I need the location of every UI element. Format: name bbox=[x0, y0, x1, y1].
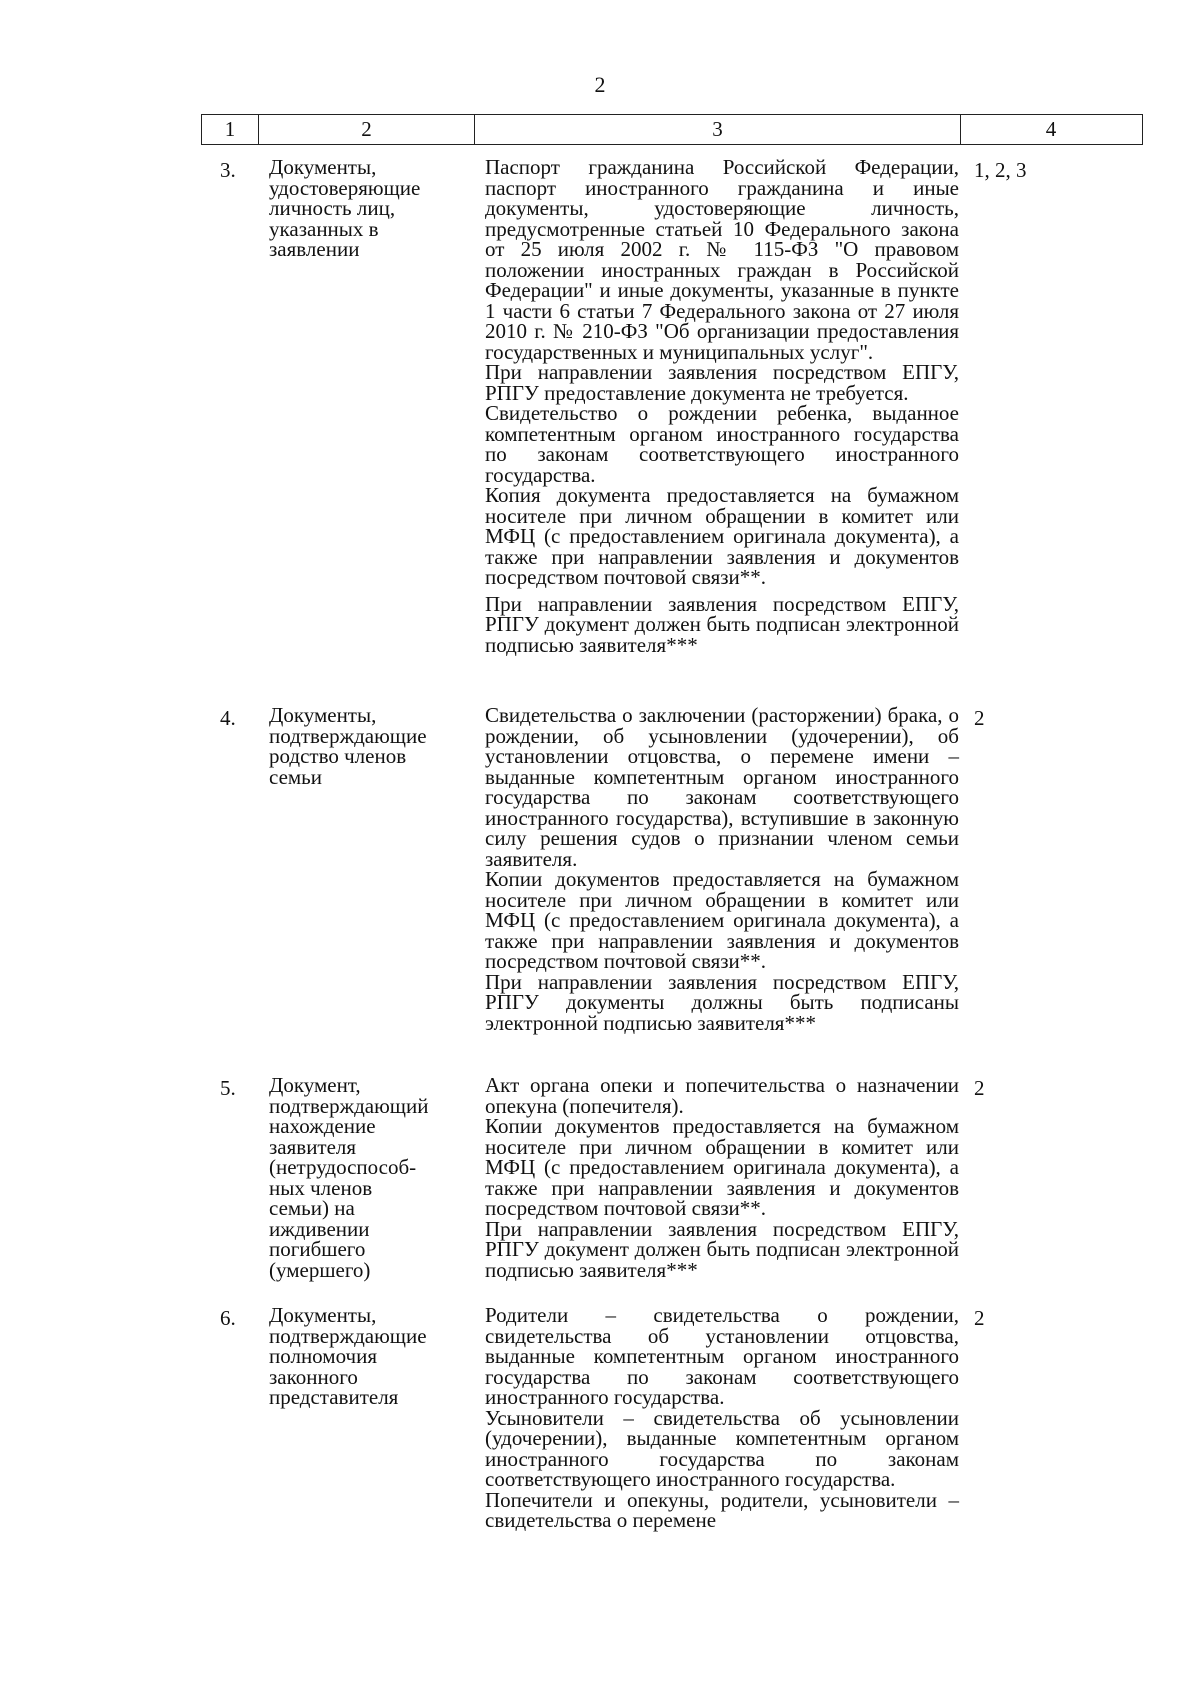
name-line: (нетрудоспособ- bbox=[269, 1155, 417, 1179]
description-paragraph: Свидетельства о заключении (расторжении) брака, о рождении, об усыновлении (удочерении), об установлении отцовства, о перемене имени – выданные компетентным органом иностранного государства по законам соответствующего иностранного государства), вступившие в законную силу решения судов о признании членом семьи заявителя. bbox=[485, 703, 959, 871]
description-paragraph: Попечители и опекуны, родители, усыновители – свидетельства о перемене bbox=[485, 1487, 959, 1532]
table-row bbox=[201, 1305, 1143, 1565]
table-row bbox=[201, 1075, 1143, 1305]
document-name bbox=[257, 1075, 473, 1305]
name-line: указанных в bbox=[269, 216, 379, 241]
description-paragraph: Акт органа опеки и попечительства о назначении опекуна (попечителя). bbox=[485, 1073, 959, 1118]
name-line: Документ, bbox=[269, 1073, 361, 1097]
description-paragraph: Свидетельство о рождении ребенка, выданное компетентным органом иностранного государства по законам соответствующего иностранного государства. bbox=[485, 401, 959, 487]
name-line: Документы, bbox=[269, 1303, 377, 1327]
document-name bbox=[257, 1305, 473, 1565]
description-paragraph: При направлении заявления посредством ЕПГУ, РПГУ предоставление документа не требуется. bbox=[485, 360, 959, 405]
name-line: личность лиц, bbox=[269, 196, 396, 220]
name-line: иждивении bbox=[269, 1216, 370, 1241]
page-number: 2 bbox=[594, 72, 606, 97]
name-line: законного bbox=[269, 1364, 358, 1389]
header-col-1: 1 bbox=[224, 117, 236, 141]
name-line: (умершего) bbox=[269, 1257, 371, 1282]
description-paragraph: При направлении заявления посредством ЕПГУ, РПГУ документ должен быть подписан электронной подписью заявителя*** bbox=[485, 1216, 959, 1282]
table-body bbox=[201, 157, 1143, 1565]
name-line: семьи bbox=[269, 764, 323, 789]
description-paragraph: Усыновители – свидетельства об усыновлении (удочерении), выданные компетентным органом иностранного государства по законам соответствующего иностранного государства. bbox=[485, 1405, 959, 1491]
applicant-categories: 2 bbox=[974, 1076, 985, 1100]
description-paragraph: При направлении заявления посредством ЕПГУ, РПГУ документы должны быть подписаны электронной подписью заявителя*** bbox=[485, 969, 959, 1035]
name-line: подтверждающие bbox=[269, 1323, 427, 1348]
name-line: родство членов bbox=[269, 744, 407, 768]
name-line: подтверждающий bbox=[269, 1093, 429, 1118]
applicant-categories: 2 bbox=[974, 706, 985, 730]
document-description bbox=[473, 157, 959, 705]
name-line: нахождение bbox=[269, 1114, 376, 1138]
table-header-row bbox=[201, 114, 1143, 145]
name-line: подтверждающие bbox=[269, 723, 427, 748]
header-col-3: 3 bbox=[474, 115, 960, 144]
document-description bbox=[473, 705, 959, 1075]
row-number: 4. bbox=[220, 706, 236, 730]
header-col-4: 4 bbox=[960, 115, 1141, 144]
name-line: представителя bbox=[269, 1385, 399, 1409]
name-line: Документы, bbox=[269, 703, 377, 727]
description-paragraph: Копии документов предоставляется на бумажном носителе при личном обращении в комитет или МФЦ (с предоставлением оригинала документа), а также при направлении заявления и документов посредством почтовой связи**. bbox=[485, 1114, 959, 1220]
name-line: погибшего bbox=[269, 1237, 366, 1261]
document-description bbox=[473, 1305, 959, 1565]
applicant-categories: 2 bbox=[974, 1306, 985, 1330]
document-name bbox=[257, 157, 473, 705]
table-row bbox=[201, 705, 1143, 1075]
name-line: семьи) на bbox=[269, 1196, 355, 1220]
applicant-categories: 1, 2, 3 bbox=[974, 158, 1027, 182]
description-paragraph: Родители – свидетельства о рождении, свидетельства об установлении отцовства, выданные компетентным органом иностранного государства по законам соответствующего иностранного государства. bbox=[485, 1303, 959, 1409]
row-number: 3. bbox=[220, 158, 236, 182]
description-paragraph: Копии документов предоставляется на бумажном носителе при личном обращении в комитет или МФЦ (с предоставлением оригинала документа), а также при направлении заявления и документов посредством почтовой связи**. bbox=[485, 867, 959, 973]
name-line: ных членов bbox=[269, 1175, 373, 1200]
name-line: заявителя bbox=[269, 1134, 357, 1159]
header-col-2: 2 bbox=[258, 115, 474, 144]
table-row bbox=[201, 157, 1143, 705]
document-description bbox=[473, 1075, 959, 1305]
document-name bbox=[257, 705, 473, 1075]
description-paragraph: При направлении заявления посредством ЕПГУ, РПГУ документ должен быть подписан электронной подписью заявителя*** bbox=[485, 591, 959, 657]
name-line: заявлении bbox=[269, 237, 360, 261]
row-number: 5. bbox=[220, 1076, 236, 1100]
name-line: удостоверяющие bbox=[269, 175, 421, 200]
name-line: полномочия bbox=[269, 1344, 377, 1368]
description-paragraph: Паспорт гражданина Российской Федерации, паспорт иностранного гражданина и иные документы, удостоверяющие личность, предусмотренные статьей 10 Федерального закона от 25 июля 2002 г. № 115-ФЗ "О правовом положении иностранных граждан в Российской Федерации" и иные документы, указанные в пункте 1 части 6 статьи 7 Федерального закона от 27 июля 2010 г. № 210-ФЗ "Об организации предоставления государственных и муниципальных услуг". bbox=[485, 155, 959, 364]
row-number: 6. bbox=[220, 1306, 236, 1330]
name-line: Документы, bbox=[269, 155, 377, 179]
description-paragraph: Копия документа предоставляется на бумажном носителе при личном обращении в комитет или МФЦ (с предоставлением оригинала документа), а также при направлении заявления и документов посредством почтовой связи**. bbox=[485, 483, 959, 589]
